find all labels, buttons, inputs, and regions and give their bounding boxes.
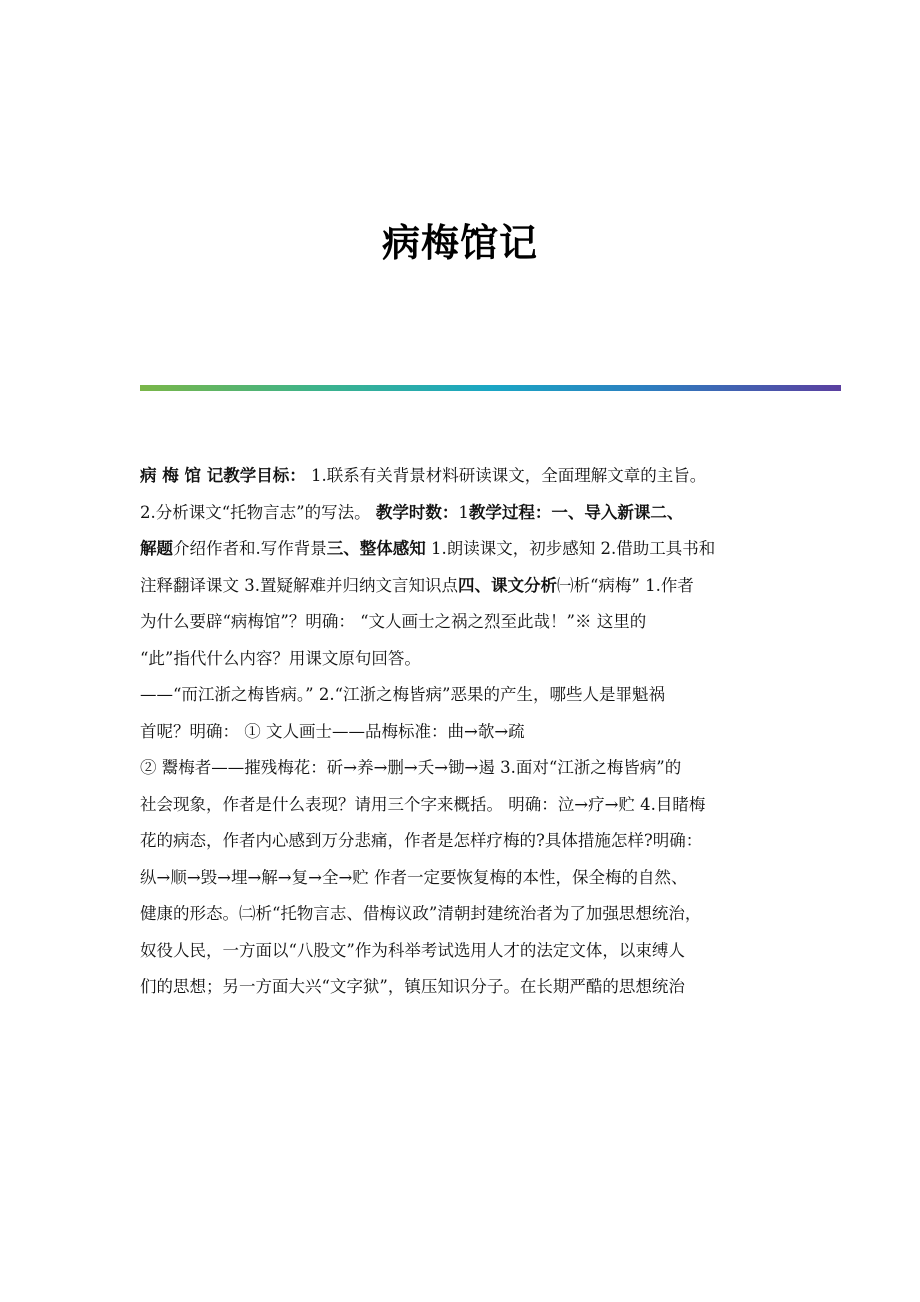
text-segment: 注释翻译课文 3.置疑解难并归纳文言知识点 <box>140 575 458 595</box>
bold-text-segment: 教学过程：一、导入新课二、 <box>468 502 684 522</box>
text-segment: ——“而江浙之梅皆病。” 2.“江浙之梅皆病”恶果的产生，哪些人是罪魁祸 <box>140 685 665 704</box>
text-segment: ② 鬻梅者——摧残梅花：斫→养→删→夭→锄→遏 3.面对“江浙之梅皆病”的 <box>140 758 682 777</box>
text-segment: 社会现象，作者是什么表现？请用三个字来概括。 明确：泣→疗→贮 4.目睹梅 <box>140 794 706 814</box>
bold-text-segment: 病 梅 馆 记教学目标： <box>140 466 306 485</box>
text-line <box>140 531 790 568</box>
text-segment: 2.分析课文“托物言志”的写法。 <box>140 502 376 522</box>
text-line <box>140 604 790 641</box>
text-line <box>140 641 790 678</box>
text-segment: 1.朗读课文，初步感知 2.借助工具书和 <box>425 539 716 558</box>
bold-text-segment: 教学时数： <box>375 502 459 522</box>
text-line <box>140 677 790 714</box>
text-segment: 介绍作者和.写作背景 <box>173 539 327 558</box>
text-line <box>140 969 790 1006</box>
text-line <box>140 896 790 933</box>
text-segment: “此”指代什么内容？用课文原句回答。 <box>140 648 421 668</box>
text-segment: 们的思想；另一方面大兴“文字狱”，镇压知识分子。在长期严酷的思想统治 <box>140 977 685 996</box>
text-segment: 为什么要辟“病梅馆”？明确： “文人画士之祸之烈至此哉！”※ 这里的 <box>140 612 647 631</box>
text-segment: 1 <box>458 502 469 522</box>
bold-text-segment: 三、整体感知 <box>326 539 426 558</box>
document-body <box>140 458 790 1006</box>
text-segment: 首呢？明确： ① 文人画士——品梅标准：曲→欹→疏 <box>140 721 525 741</box>
text-segment: 健康的形态。㈡析“托物言志、借梅议政”清朝封建统治者为了加强思想统治， <box>140 904 702 923</box>
bold-text-segment: 解题 <box>140 539 173 558</box>
text-segment: 纵→顺→毁→埋→解→复→全→贮 作者一定要恢复梅的本性，保全梅的自然、 <box>140 867 688 887</box>
text-line <box>140 823 790 860</box>
text-line <box>140 714 790 751</box>
text-segment: ㈠析“病梅” 1.作者 <box>557 575 694 595</box>
text-line <box>140 860 790 897</box>
document-title: 病梅馆记 <box>381 220 538 265</box>
text-segment: 花的病态，作者内心感到万分悲痛，作者是怎样疗梅的?具体措施怎样?明确： <box>140 831 703 850</box>
text-line <box>140 568 790 605</box>
text-line <box>140 750 790 787</box>
bold-text-segment: 四、课文分析 <box>458 575 557 595</box>
text-line <box>140 787 790 824</box>
text-line <box>140 933 790 970</box>
text-line <box>140 495 790 532</box>
text-segment: 奴役人民，一方面以“八股文”作为科举考试选用人才的法定文体，以束缚人 <box>140 940 685 960</box>
text-segment: 1.联系有关背景材料研读课文，全面理解文章的主旨。 <box>305 466 707 485</box>
gradient-divider <box>140 385 841 391</box>
text-line <box>140 458 790 495</box>
